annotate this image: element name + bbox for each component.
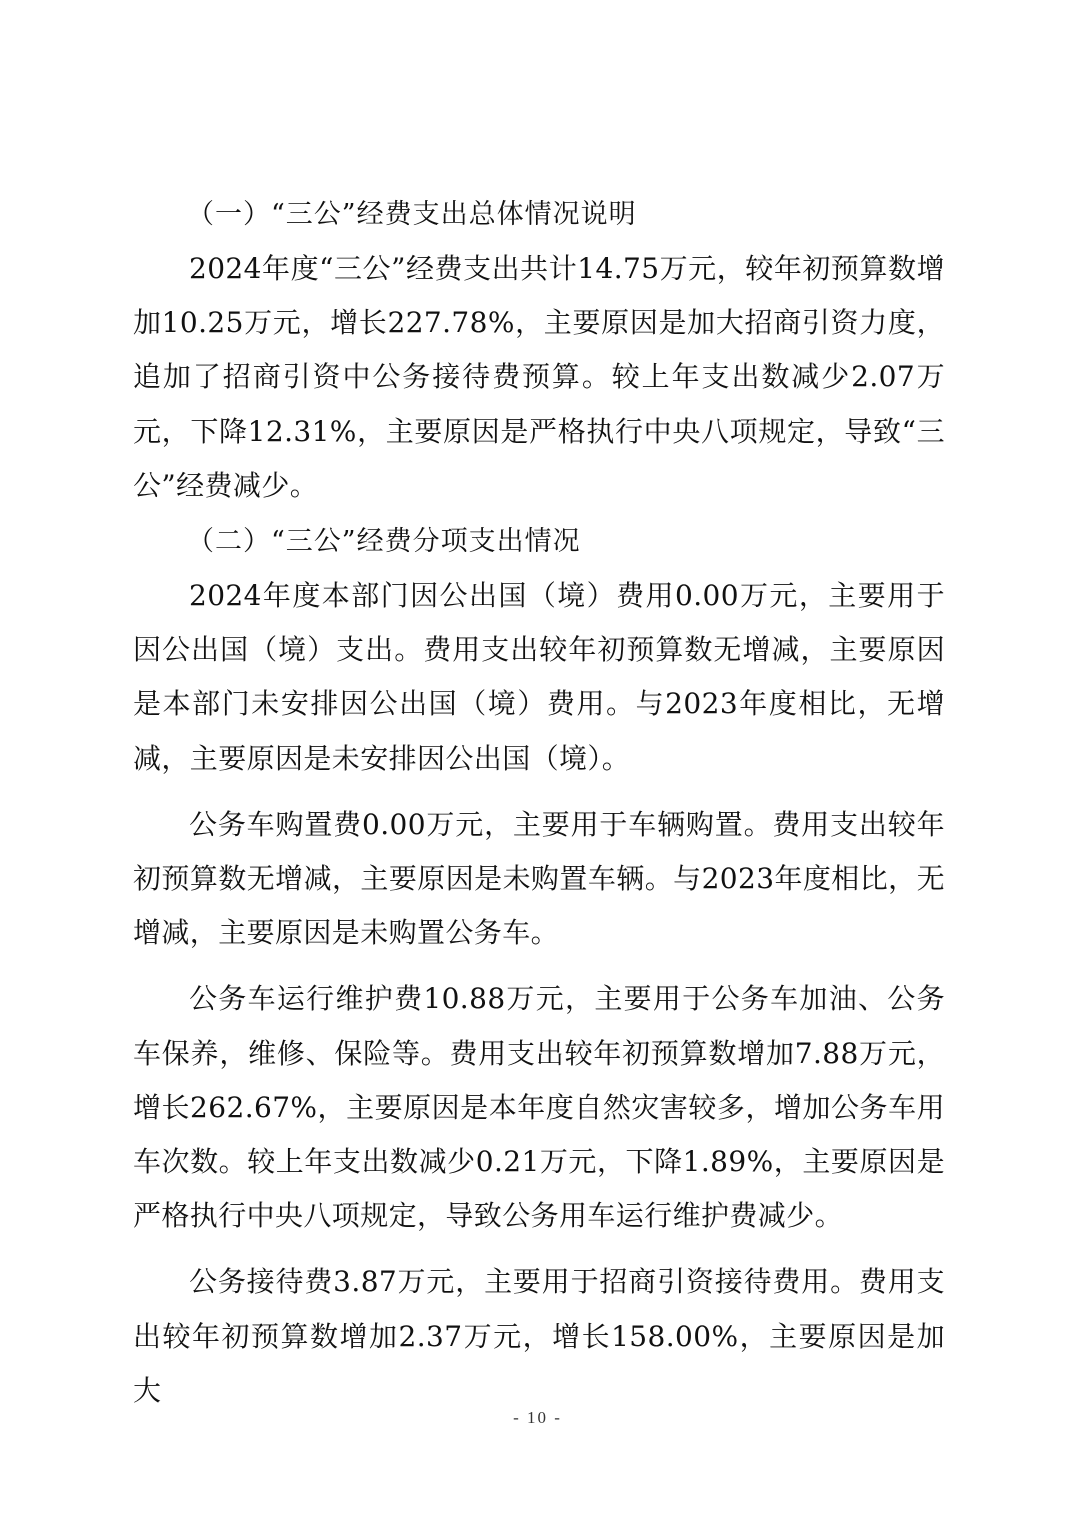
document-body: [133, 188, 945, 1418]
paragraph-overseas-travel: 2024年度本部门因公出国（境）费用0.00万元，主要用于因公出国（境）支出。费用支出较年初预算数无增减，主要原因是本部门未安排因公出国（境）费用。与2023年度相比，无增减，主要原因是未安排因公出国（境）。: [133, 579, 945, 775]
paragraph-vehicle-purchase: 公务车购置费0.00万元，主要用于车辆购置。费用支出较年初预算数无增减，主要原因是未购置车辆。与2023年度相比，无增减，主要原因是未购置公务车。: [133, 807, 945, 950]
page-number: - 10 -: [513, 1408, 562, 1427]
paragraph-vehicle-operation: 公务车运行维护费10.88万元，主要用于公务车加油、公务车保养，维修、保险等。费用支出较年初预算数增加7.88万元，增长262.67%，主要原因是本年度自然灾害较多，增加公务车用车次数。较上年支出数减少0.21万元，下降1.89%，主要原因是严格执行中央八项规定，导致公务用车运行维护费减少。: [133, 982, 945, 1233]
paragraph-overview: 2024年度“三公”经费支出共计14.75万元，较年初预算数增加10.25万元，增长227.78%，主要原因是加大招商引资力度，追加了招商引资中公务接待费预算。较上年支出数减少2.07万元，下降12.31%，主要原因是严格执行中央八项规定，导致“三公”经费减少。: [133, 252, 945, 502]
section-heading-overview: （一）“三公”经费支出总体情况说明: [187, 199, 637, 230]
paragraph-official-reception: 公务接待费3.87万元，主要用于招商引资接待费用。费用支出较年初预算数增加2.37万元，增长158.00%，主要原因是加大: [133, 1265, 945, 1407]
section-heading-itemized: （二）“三公”经费分项支出情况: [187, 526, 581, 558]
